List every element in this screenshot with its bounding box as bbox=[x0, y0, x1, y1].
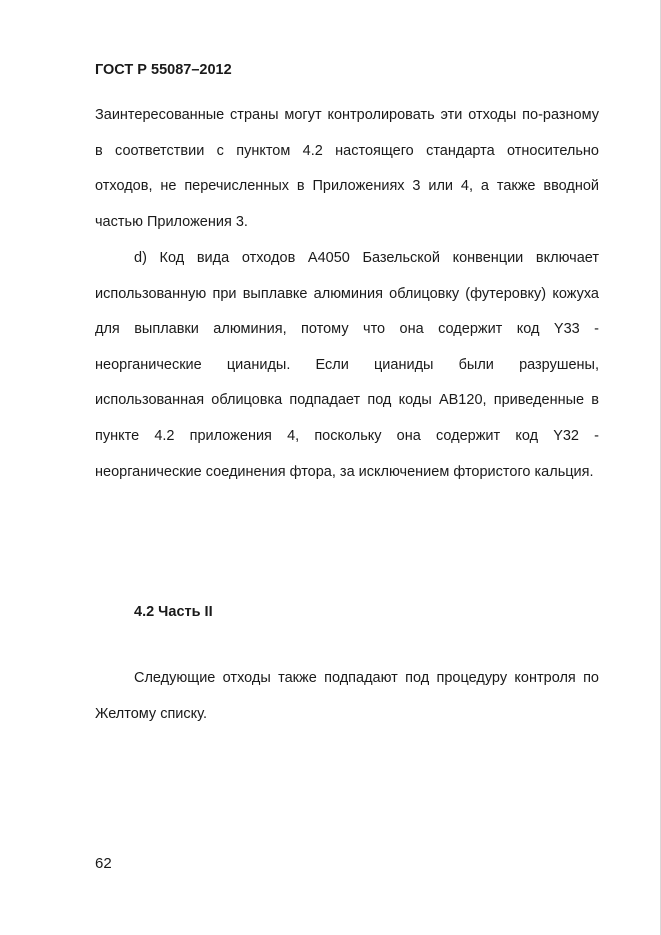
paragraph-waste-code-a4050: d) Код вида отходов A4050 Базельской конвенции включает использованную при выплавке алюминия облицовку (футеровку) кожуха для выплавки алюминия, потому что она содержит код Y33 - неорганические цианиды. Если цианиды были разрушены, использованная облицовка подпадает под коды АВ120, приведенные в пункте 4.2 приложения 4, поскольку она содержит код Y32 - неорганические соединения фтора, за исключением фтористого кальция. bbox=[95, 250, 599, 480]
page-number: 62 bbox=[95, 855, 112, 872]
paragraph-yellow-list: Следующие отходы также подпадают под процедуру контроля по Желтому списку. bbox=[95, 670, 599, 722]
paragraph-interested-countries: Заинтересованные страны могут контролировать эти отходы по-разному в соответствии с пунктом 4.2 настоящего стандарта относительно отходов, не перечисленных в Приложениях 3 или 4, а также вводной частью Приложения 3. bbox=[95, 107, 599, 230]
section-title: 4.2 Часть II bbox=[134, 604, 213, 620]
document-header: ГОСТ Р 55087–2012 bbox=[95, 62, 232, 78]
